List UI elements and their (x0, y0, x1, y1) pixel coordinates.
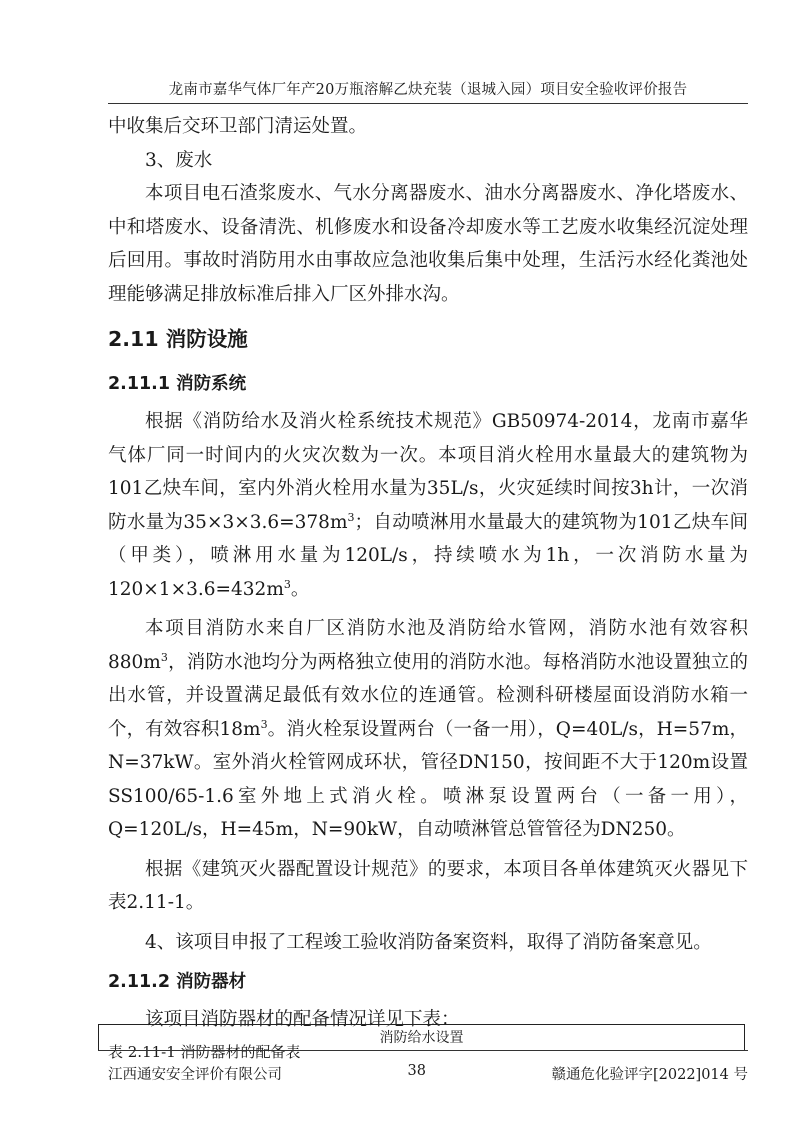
paragraph-5-part-b: ，消防水池均分为两格独立使用的消防水池。每格消防水池设置独立的出水管，并设置满足最低有效水位的连通管。检测科研楼屋面设消防水箱一个，有效容积18m (108, 651, 748, 740)
paragraph-8: 该项目消防器材的配备情况详见下表： (145, 1009, 460, 1030)
header-rule (108, 103, 748, 104)
paragraph-5 (108, 612, 748, 847)
paragraph-4 (108, 405, 748, 606)
paragraph-3: 本项目电石渣浆废水、气水分离器废水、油水分离器废水、净化塔废水、中和塔废水、设备清洗、机修废水和设备冷却废水等工艺废水收集经沉淀处理后回用。事故时消防用水由事故应急池收集后集中处理，生活污水经化粪池处理能够满足排放标准后排入厂区外排水沟。 (108, 183, 748, 305)
section-heading-2-11-2: 2.11.2 消防器材 (108, 972, 247, 992)
body-content (108, 110, 748, 1063)
table-header-cell: 消防给水设置 (379, 1030, 464, 1046)
superscript-3: 3 (160, 650, 168, 664)
footer-rule (98, 1050, 748, 1051)
section-heading-2-11-1: 2.11.1 消防系统 (108, 374, 247, 394)
footer-document-number: 赣通危化验评字[2022]014 号 (551, 1067, 748, 1083)
footer-page-number: 38 (407, 1063, 426, 1079)
superscript-2: 3 (283, 577, 291, 591)
running-footer (108, 1063, 748, 1084)
paragraph-5-part-c: 。消火栓泵设置两台（一备一用），Q=40L/s，H=57m，N=37kW。室外消火栓管网成环状，管径DN150，按间距不大于120m设置SS100/65-1.6室外地上式消火栓。喷淋泵设置两台（一备一用），Q=120L/s，H=45m，N=90kW，自动喷淋管总管管径为DN250。 (108, 718, 748, 840)
running-header: 龙南市嘉华气体厂年产20万瓶溶解乙炔充装（退城入园）项目安全验收评价报告 (168, 82, 688, 98)
paragraph-5-part-a: 本项目消防水来自厂区消防水池及消防给水管网，消防水池有效容积880m (108, 618, 748, 673)
superscript-1: 3 (347, 510, 355, 524)
paragraph-7: 4、该项目申报了工程竣工验收消防备案资料，取得了消防备案意见。 (145, 931, 712, 953)
table-caption: 表 2.11-1 消防器材的配备表 (108, 1042, 301, 1061)
paragraph-1: 中收集后交环卫部门清运处置。 (108, 116, 368, 137)
footer-company: 江西通安安全评价有限公司 (108, 1067, 282, 1083)
section-heading-2-11: 2.11 消防设施 (108, 327, 248, 351)
superscript-4: 3 (260, 717, 268, 731)
paragraph-4-part-c: 。 (290, 578, 310, 600)
paragraph-2: 3、废水 (145, 149, 213, 171)
equipment-table (98, 1024, 745, 1051)
paragraph-4-part-a: 根据《消防给水及消火栓系统技术规范》GB50974-2014，龙南市嘉华气体厂同一时间内的火灾次数为一次。本项目消火栓用水量最大的建筑物为101乙炔车间，室内外消火栓用水量为35L/s，火灾延续时间按3h计，一次消防水量为35×3×3.6=378m (108, 411, 748, 533)
paragraph-6: 根据《建筑灭火器配置设计规范》的要求，本项目各单体建筑灭火器见下表2.11-1。 (108, 858, 748, 913)
paragraph-4-part-b: ；自动喷淋用水量最大的建筑物为101乙炔车间（甲类），喷淋用水量为120L/s，持续喷水为1h，一次消防水量为120×1×3.6=432m (108, 511, 748, 600)
